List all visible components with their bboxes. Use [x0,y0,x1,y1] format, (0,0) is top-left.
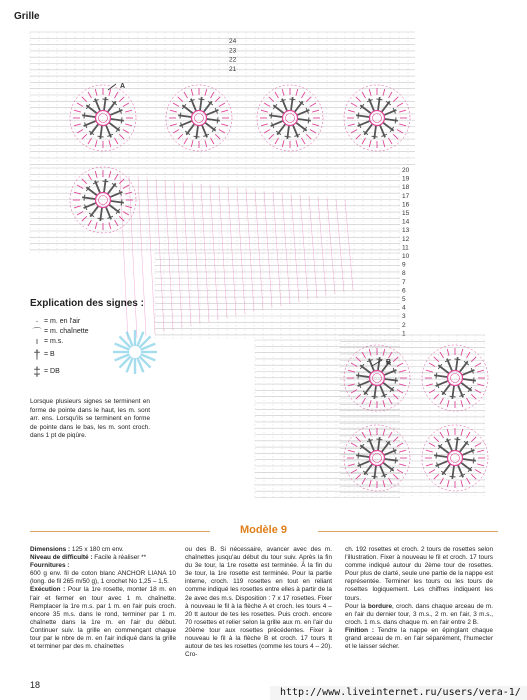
instructions-column-3 [345,546,493,651]
arrow-a [108,84,116,90]
row-number: 12 [402,235,410,243]
row-number: 17 [402,192,410,200]
row-number: 15 [402,210,410,217]
row-number: 20 [402,167,410,174]
legend-item [30,336,170,346]
row-number: 3 [402,313,406,321]
model-title: Modèle 9 [239,524,288,536]
double-dagger-icon: ‡ [33,364,41,379]
legend-text: = m. en l'air [44,317,81,325]
row-number: 8 [402,270,406,278]
row-number: 5 [402,296,406,303]
finishing-text: Tendre la nappe en épinglant chaque grand arceau de m. en l'air séparément, l'humecter et le laisser sécher. [345,626,493,651]
rosette [422,425,488,491]
legend-text: = DB [44,368,60,375]
instructions-column-2: ou des B. Si nécessaire, avancer avec des m. chaînettes jusqu'au début du tour suiv. Après la fin du 3e tour, la 1re rosette est terminée. À la fin du 3e tour, la 1re rosette est terminée. Pour la partie interne, croch. 119 rosettes en tout en reliant comme indiqué les rosettes entre elles à partir de la 2e avec des m.s. Disposition : 7 x 17 rosettes. Fixer à nouveau le fil à la flèche A et croch. les tours 4 – 20 tt autour de tes les rosettes. Puis croch. encore 70 rosettes et relier selon la grille aux m. en l'air du 20ème tour aux rosettes précédentes. Fixer à nouveau le fil à la flèche B et croch. 17 tours tt autour de tes les rosettes (comme les tours 4 – 20). Cro- [185,546,332,659]
row-number: 21 [229,65,237,73]
legend-title: Explication des signes : [30,298,144,309]
legend-text: = m. chaînette [44,327,89,335]
row-number: 13 [402,227,410,235]
grid-title: Grille [14,11,40,22]
legend-item [30,363,170,380]
finishing-label: Finition : [345,626,374,634]
dagger-icon: † [33,347,41,362]
arrow-label-a: A [120,83,126,90]
row-number: 7 [402,278,406,286]
row-number: 9 [402,261,406,269]
difficulty-label: Niveau de difficulté : [30,554,93,562]
instructions-column-1 [30,546,176,651]
legend-text: = B [44,351,55,358]
difficulty-value: Facile à réaliser ** [94,554,147,562]
dimensions-label: Dimensions : [30,546,71,553]
rosette [70,167,136,233]
row-number: 4 [402,304,406,312]
legend-item [30,316,170,326]
legend-item [30,326,170,336]
execution-text: Pour la 1re rosette, monter 18 m. en l'air et fermer en tour avec 1 m. chaînette. Remplacer la 1re m.s. par 1 m. en l'air puis croch. encore 35 m.s. dans le rond, terminer par 1 m. chaînette dans la 1re m. en l'air du début. Continuer suiv. la grille en commençant chaque tour par le nbre de m. en l'air indiqué dans la grille et terminer par des m. chaînettes [30,586,176,651]
supplies-label: Fournitures : [30,562,70,570]
arrow-label-b: B [386,359,392,366]
row-number: 6 [402,287,406,295]
rosette [422,345,488,411]
legend [30,298,170,380]
bar-icon: ı [35,336,39,346]
page-number: 18 [30,680,41,690]
dot-icon: · [35,316,39,326]
row-number: 23 [229,47,237,55]
row-number: 22 [229,56,237,64]
arc-icon: ⌒ [32,326,42,337]
legend-item [30,346,170,363]
execution-label: Exécution : [30,586,66,594]
legend-text: = m.s. [44,337,64,345]
footer-url: http://www.liveinternet.ru/users/vera-1/ [280,687,521,698]
row-number: 18 [402,184,410,192]
row-number: 1 [402,330,406,338]
symbol-note: Lorsque plusieurs signes se terminent en forme de pointe dans le haut, les m. sont arr. ens. Lorsqu'ils se terminent en forme de pointe dans le bas, les m. sont croch. dans 1 pt de piqûre. [30,398,150,440]
row-number: 10 [402,253,410,260]
supplies-text: 600 g env. fil de coton blanc ANCHOR LIANA 10 (long. de fil 265 m/50 g), 1 crochet No 1,25 – 1,5. [30,570,176,586]
instructions-text: ch. 192 rosettes et croch. 2 tours de rosettes selon l'illustration. Fixer à nouveau le fil et croch. 17 tours comme indiqué autour du 2ème tour de rosettes. Pour plus de clarté, seule une partie de la nappe est représentée. Terminer les tours ou les tours de rosettes logiquement. Les chiffres indiquent les tours. [345,546,493,602]
border-intro: Pour la [345,602,368,610]
row-number: 16 [402,201,410,209]
border-label: bordure [367,602,393,610]
row-number: 14 [402,218,410,226]
border-text: , croch. dans chaque arceau de m. en l'air du dernier tour, 3 m.s., 2 m. en l'air, 3 m.s., croch. 1 m.s. dans chaque m. en l'air entre 2 B. [345,602,494,626]
row-number: 2 [402,321,406,329]
row-number: 19 [402,175,410,183]
dimensions-value: 125 x 180 cm env. [71,546,124,553]
row-number: 11 [402,244,409,252]
row-number: 24 [229,38,237,45]
